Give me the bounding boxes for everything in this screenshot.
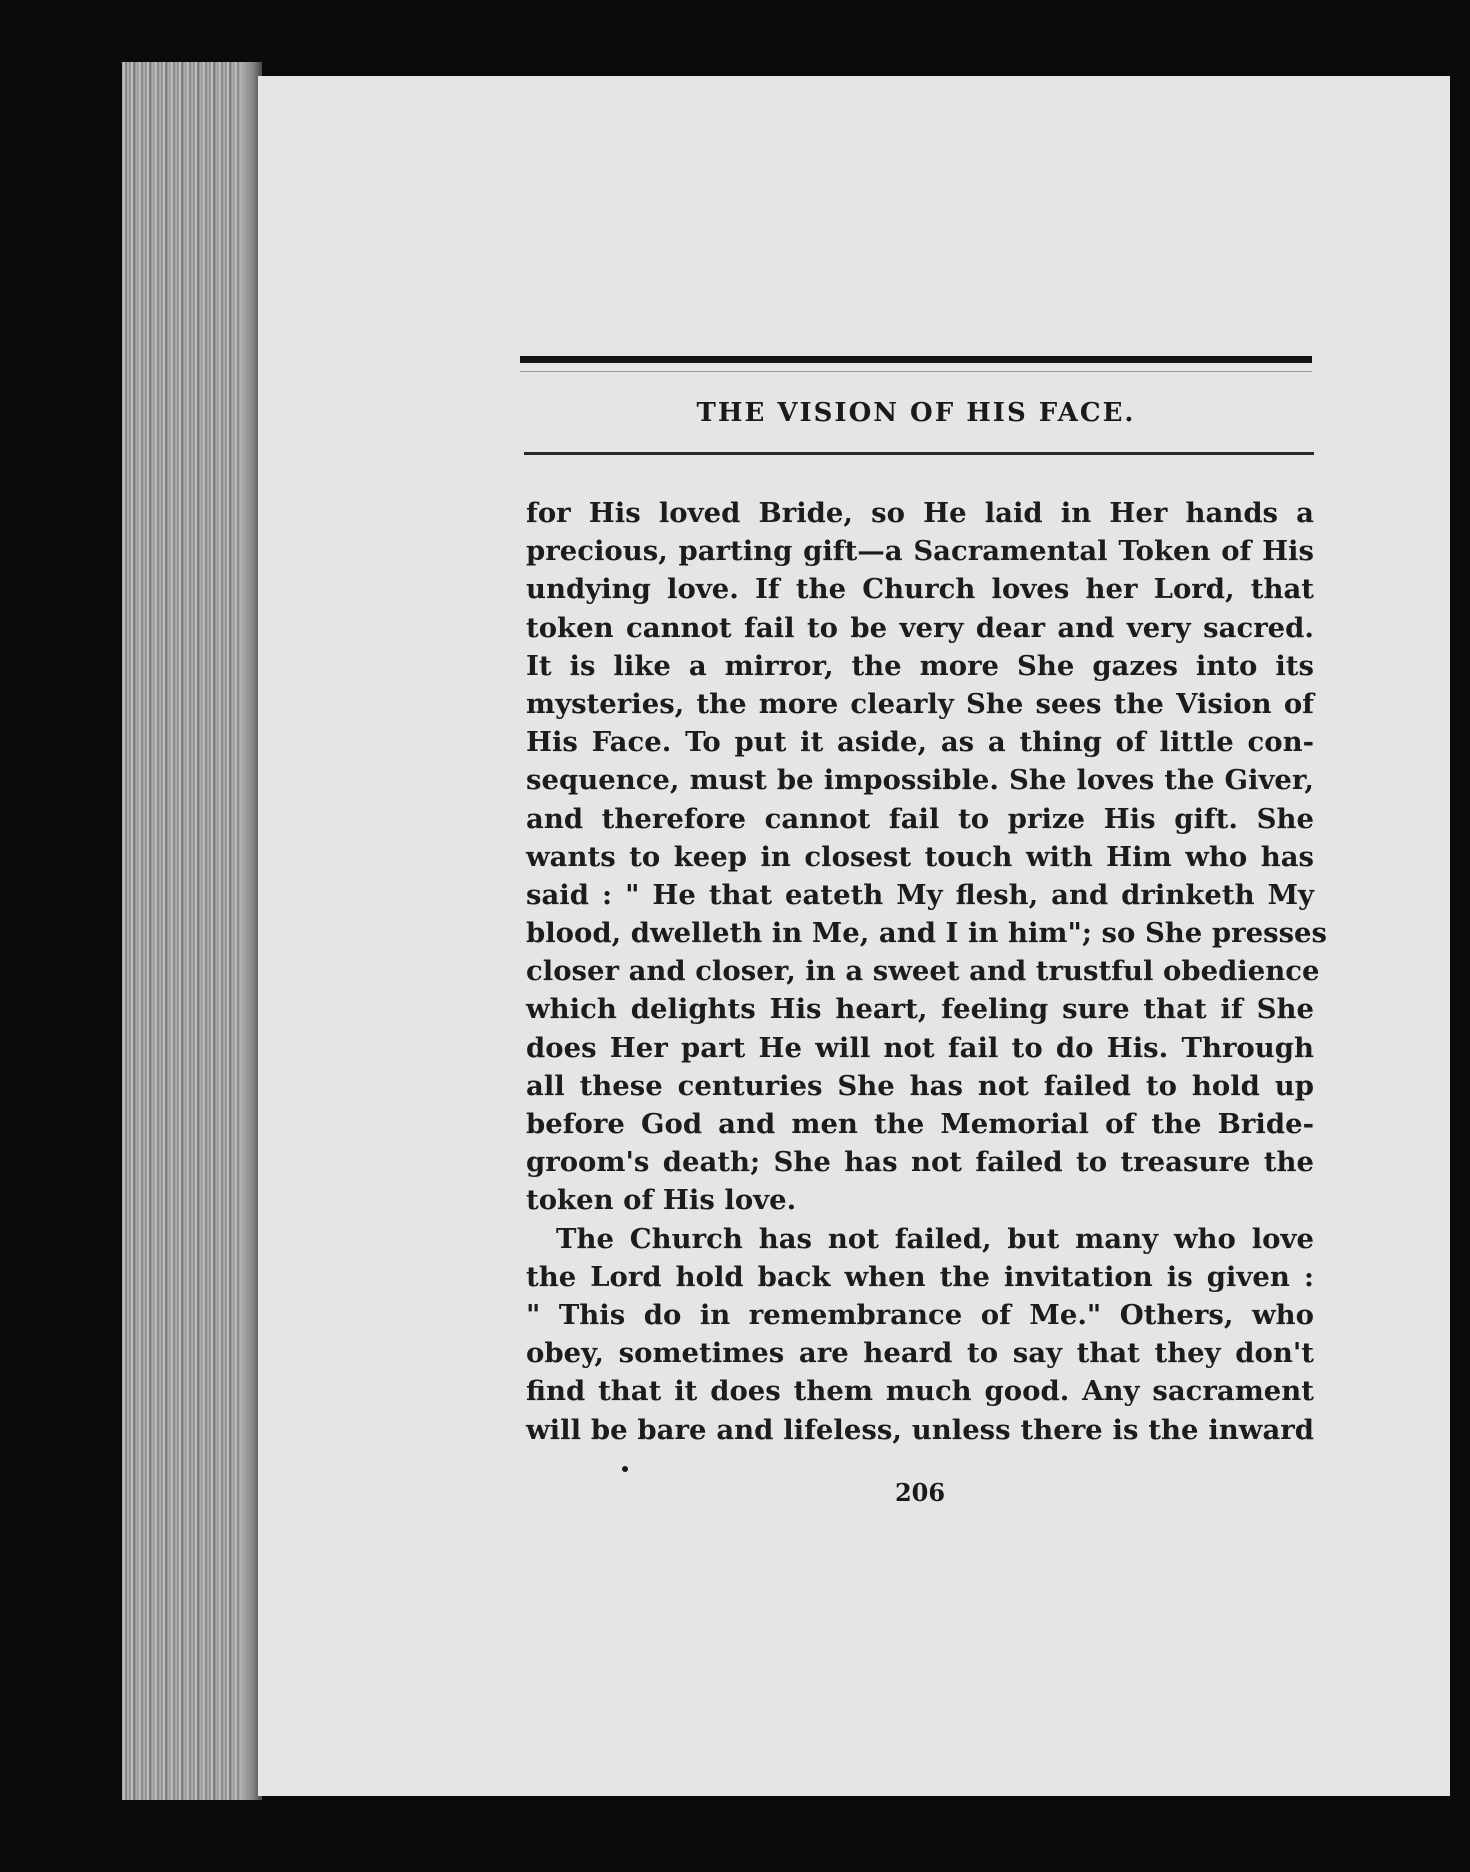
ink-speck [622, 1466, 628, 1472]
text-line: does Her part He will not fail to do His. Through [526, 1031, 1314, 1064]
text-line: obey, sometimes are heard to say that they don't [526, 1337, 1314, 1370]
text-line: blood, dwelleth in Me, and I in him"; so She presses [526, 917, 1328, 950]
text-line: undying love. If the Church loves her Lord, that [526, 573, 1314, 606]
paragraph-end-line: token of His love. [526, 1184, 797, 1217]
body-text [526, 494, 1328, 1449]
text-line: precious, parting gift—a Sacramental Token of His [526, 535, 1314, 568]
page-number: 206 [894, 1478, 946, 1507]
text-line: and therefore cannot fail to prize His gift. She [526, 802, 1314, 835]
header-rule-thin [520, 371, 1312, 372]
text-line: which delights His heart, feeling sure that if She [526, 993, 1314, 1026]
text-line: sequence, must be impossible. She loves the Giver, [526, 764, 1314, 797]
text-line: before God and men the Memorial of the Bride- [526, 1108, 1314, 1140]
text-line: find that it does them much good. Any sacrament [526, 1375, 1314, 1408]
text-line: His Face. To put it aside, as a thing of little con- [526, 726, 1314, 759]
text-line: will be bare and lifeless, unless there is the inward [526, 1413, 1314, 1446]
text-line: " This do in remembrance of Me." Others, who [526, 1298, 1314, 1331]
text-line: the Lord hold back when the invitation is given : [526, 1260, 1314, 1293]
text-line: It is like a mirror, the more She gazes into its [526, 649, 1314, 682]
paragraph-start-line: The Church has not failed, but many who love [556, 1222, 1314, 1255]
text-line: token cannot fail to be very dear and very sacred. [526, 611, 1314, 644]
text-line: for His loved Bride, so He laid in Her hands a [526, 497, 1314, 529]
text-line: wants to keep in closest touch with Him who has [526, 840, 1314, 873]
text-line: mysteries, the more clearly She sees the Vision of [526, 687, 1314, 720]
text-line: closer and closer, in a sweet and trustful obedience [526, 955, 1320, 988]
header-rule-bottom [524, 452, 1314, 455]
running-head: THE VISION OF HIS FACE. [696, 398, 1136, 428]
header-rule-thick [520, 356, 1312, 363]
text-line: said : " He that eateth My flesh, and drinketh My [526, 878, 1314, 911]
book-spine-edge [122, 62, 262, 1800]
text-line: groom's death; She has not failed to treasure the [526, 1146, 1314, 1179]
text-line: all these centuries She has not failed to hold up [526, 1069, 1314, 1102]
